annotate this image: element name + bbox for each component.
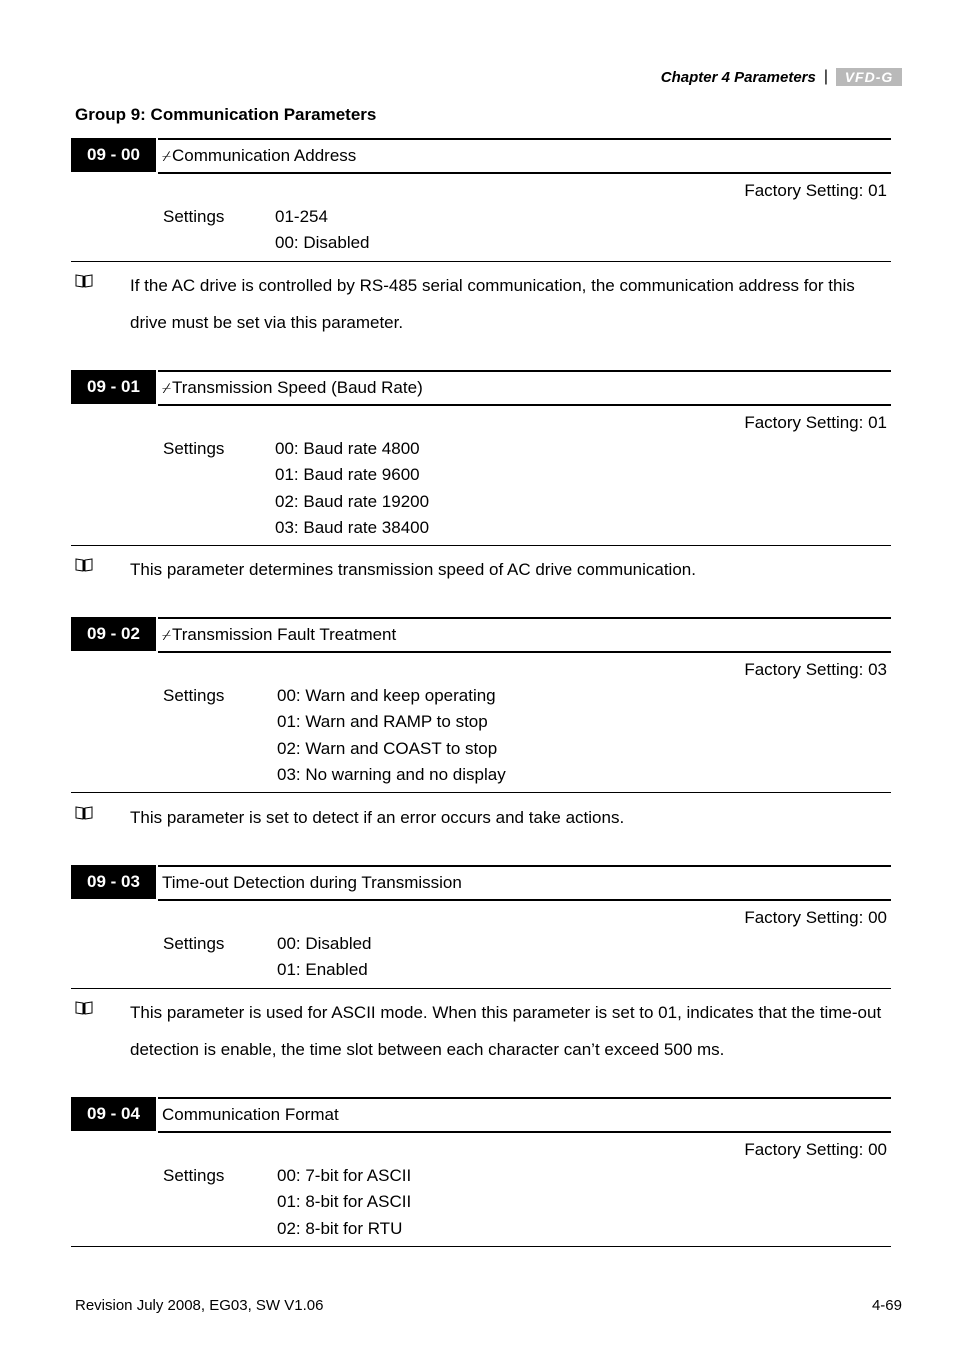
note-09-02 [75,800,890,837]
parameter-name-box [158,1097,891,1133]
settings-block [71,683,891,793]
parameter-name: Communication Format [162,1105,339,1124]
parameter-name: Time-out Detection during Transmission [162,873,462,892]
page-number: 4-69 [871,1297,902,1314]
parameter-09-04 [71,1097,891,1247]
setting-option: 02: 8-bit for RTU [277,1218,403,1238]
book-icon [75,1001,93,1015]
parameter-09-03 [71,865,891,989]
parameter-code: 09 - 04 [71,1097,156,1131]
settings-block [71,931,891,989]
setting-option: 02: Baud rate 19200 [275,491,430,511]
setting-option: 01: Warn and RAMP to stop [277,712,488,732]
factory-setting: Factory Setting: 00 [744,1140,887,1159]
parameter-name: Transmission Fault Treatment [172,625,397,644]
parameter-09-01 [71,370,891,546]
settings-list [275,204,891,257]
book-icon [75,558,93,572]
page-header [661,68,902,86]
parameter-name: Communication Address [172,146,357,165]
note-text: This parameter is used for ASCII mode. When this parameter is set to 01, indicates that the time-out detection is enable, the time slot between each character can’t exceed 500 ms. [130,1003,882,1059]
parameter-name: Transmission Speed (Baud Rate) [172,378,423,397]
chapter-title: Chapter 4 Parameters [660,68,816,86]
factory-setting: Factory Setting: 03 [744,660,887,679]
runtime-modifiable-icon: ⌿ [162,380,172,397]
factory-setting: Factory Setting: 01 [744,181,887,200]
book-icon [75,806,93,820]
note-text: This parameter determines transmission speed of AC drive communication. [130,560,696,579]
footer-revision: Revision July 2008, EG03, SW V1.06 [75,1297,324,1314]
parameter-code: 09 - 02 [71,617,156,651]
setting-option: 01: Baud rate 9600 [275,465,420,485]
header-separator: | [823,68,828,85]
parameter-header [71,370,891,404]
parameter-name-box [158,865,891,901]
note-09-03 [75,995,890,1068]
runtime-modifiable-icon: ⌿ [162,627,172,644]
book-icon [75,274,93,288]
parameter-code: 09 - 01 [71,370,156,404]
setting-option: 00: Warn and keep operating [277,686,496,705]
factory-setting: Factory Setting: 00 [744,908,887,927]
runtime-modifiable-icon: ⌿ [162,148,172,165]
setting-option: 00: Disabled [275,233,370,253]
settings-block [71,204,891,262]
setting-option: 02: Warn and COAST to stop [277,738,498,758]
note-09-00 [75,268,890,341]
note-09-01 [75,552,890,589]
settings-block [71,1163,891,1247]
parameter-header [71,1097,891,1131]
group-title: Group 9: Communication Parameters [75,105,377,124]
parameter-header [71,865,891,899]
setting-option: 01: 8-bit for ASCII [277,1192,412,1212]
parameter-code: 09 - 00 [71,138,156,172]
vfd-g-logo: VFD-G [836,68,902,86]
parameter-header [71,138,891,172]
parameter-name-box [158,370,891,406]
settings-label: Settings [163,686,225,705]
settings-list [277,1163,891,1242]
settings-label: Settings [163,1166,225,1185]
setting-option: 03: Baud rate 38400 [275,517,430,537]
settings-list [277,683,891,788]
setting-option: 00: Disabled [277,934,372,953]
setting-option: 00: Baud rate 4800 [275,439,420,458]
note-text: If the AC drive is controlled by RS-485 serial communication, the communication address for this drive must be set via this parameter. [130,276,855,332]
settings-block [71,436,891,546]
settings-list [275,436,891,541]
parameter-header [71,617,891,651]
settings-label: Settings [163,934,225,953]
setting-option: 01: Enabled [277,960,368,980]
setting-option: 01-254 [275,207,328,226]
parameter-09-02 [71,617,891,793]
setting-option: 00: 7-bit for ASCII [277,1166,412,1185]
setting-option: 03: No warning and no display [277,764,506,784]
parameter-code: 09 - 03 [71,865,156,899]
parameter-name-box [158,617,891,653]
parameter-09-00 [71,138,891,262]
settings-label: Settings [163,439,225,458]
parameter-name-box [158,138,891,174]
factory-setting: Factory Setting: 01 [744,413,887,432]
note-text: This parameter is set to detect if an error occurs and take actions. [130,808,625,827]
settings-list [277,931,891,984]
settings-label: Settings [163,207,225,226]
